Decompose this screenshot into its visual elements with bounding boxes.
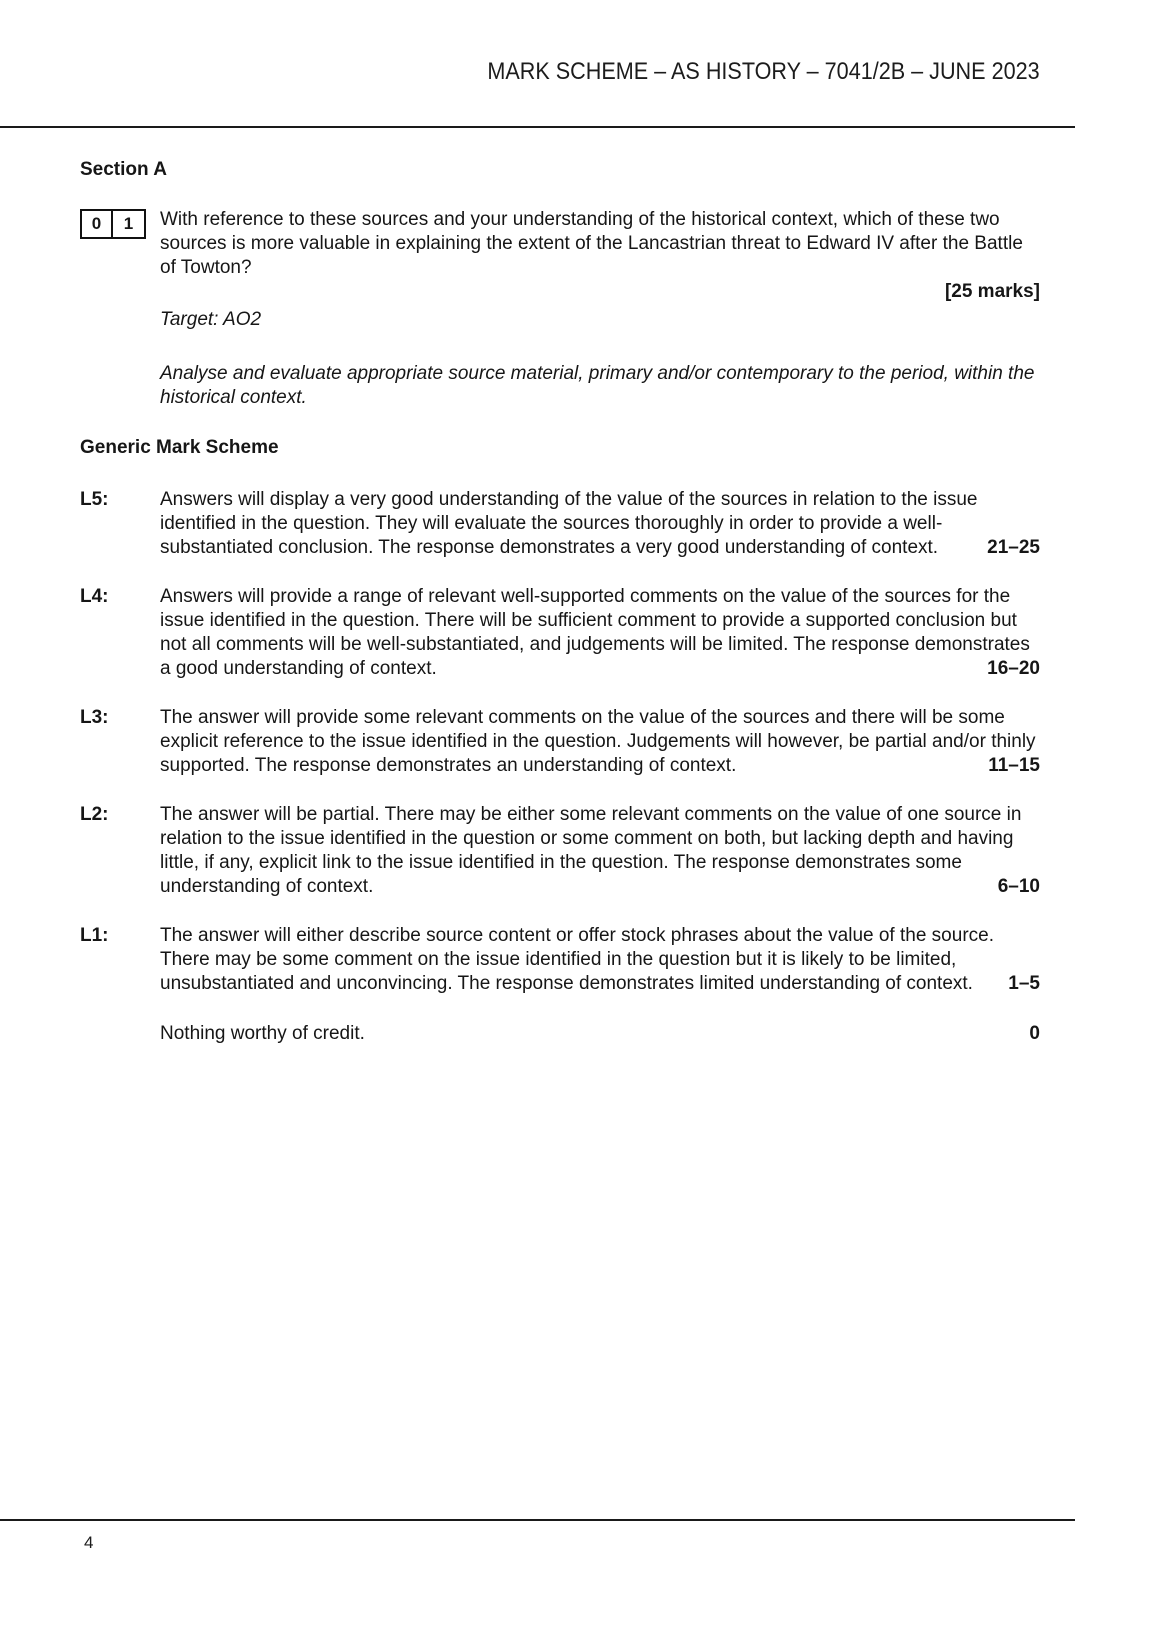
- level-body: [160, 706, 1040, 778]
- target-description: Analyse and evaluate appropriate source material, primary and/or contemporary to the period, within the historical context.: [160, 363, 1035, 408]
- level-label: L2:: [80, 804, 109, 825]
- question-digit-2: 1: [113, 209, 146, 239]
- level-text: Nothing worthy of credit.: [160, 1023, 365, 1044]
- level-body: [160, 488, 1040, 560]
- target-line: Target: AO2: [160, 309, 262, 330]
- level-row-l5: [80, 488, 1040, 560]
- level-marks: 1–5: [1008, 973, 1040, 994]
- level-text: Answers will provide a range of relevant well-supported comments on the value of the sources for the issue identified in the question. There will be sufficient comment to provide a supported conclusion but not all comments will be well-substantiated, and judgements will be limited. The response demonstrates a good understanding of context.: [160, 586, 1030, 679]
- level-row-l2: [80, 803, 1040, 899]
- section-heading: Section A: [80, 159, 167, 180]
- marks-allocation: [25 marks]: [944, 281, 1040, 302]
- level-body: [160, 585, 1040, 681]
- level-label: L1:: [80, 925, 109, 946]
- question-row: [80, 208, 1040, 280]
- level-row-l4: [80, 585, 1040, 681]
- level-label: [80, 1022, 160, 1046]
- page-header: [80, 0, 1040, 86]
- level-text: The answer will be partial. There may be either some relevant comments on the value of one source in relation to the issue identified in the question or some comment on both, but lacking depth and having little, if any, explicit link to the issue identified in the question. The response demonstrates some understanding of context.: [160, 804, 1022, 897]
- level-text: The answer will provide some relevant comments on the value of the sources and there will be some explicit reference to the issue identified in the question. Judgements will however, be partial and/or thinly supported. The response demonstrates an understanding of context.: [160, 707, 1036, 776]
- question-number-box: [80, 209, 146, 239]
- level-body: [160, 1022, 1040, 1046]
- footer-rule: [0, 1519, 1075, 1521]
- generic-mark-scheme-heading: Generic Mark Scheme: [80, 437, 279, 458]
- level-text: The answer will either describe source content or offer stock phrases about the value of the source. There may be some comment on the issue identified in the question but it is likely to be limited, unsubstantiated and unconvincing. The response demonstrates limited understanding of context.: [160, 925, 994, 994]
- level-marks: 16–20: [987, 658, 1040, 679]
- level-body: [160, 924, 1040, 996]
- levels-list: [80, 488, 1040, 1046]
- level-marks: 11–15: [988, 755, 1040, 776]
- level-body: [160, 803, 1040, 899]
- question-text: With reference to these sources and your understanding of the historical context, which of these two sources is more valuable in explaining the extent of the Lancastrian threat to Edward IV after the Battle of Towton?: [160, 209, 1023, 278]
- header-rule: [0, 126, 1075, 128]
- question-digit-1: 0: [80, 209, 113, 239]
- level-label: L3:: [80, 707, 109, 728]
- level-row-l3: [80, 706, 1040, 778]
- level-row-zero: [80, 1022, 1040, 1046]
- question-number-cell: [80, 208, 160, 280]
- level-label: L4:: [80, 586, 109, 607]
- level-label: L5:: [80, 489, 109, 510]
- header-title: MARK SCHEME – AS HISTORY – 7041/2B – JUNE 2023: [487, 58, 1040, 85]
- page-number: 4: [84, 1533, 94, 1552]
- level-marks: 0: [1029, 1023, 1040, 1044]
- level-text: Answers will display a very good understanding of the value of the sources in relation to the issue identified in the question. They will evaluate the sources thoroughly in order to provide a well-substantiated conclusion. The response demonstrates a very good understanding of context.: [160, 489, 978, 558]
- level-row-l1: [80, 924, 1040, 996]
- level-marks: 6–10: [997, 876, 1040, 897]
- level-marks: 21–25: [987, 537, 1040, 558]
